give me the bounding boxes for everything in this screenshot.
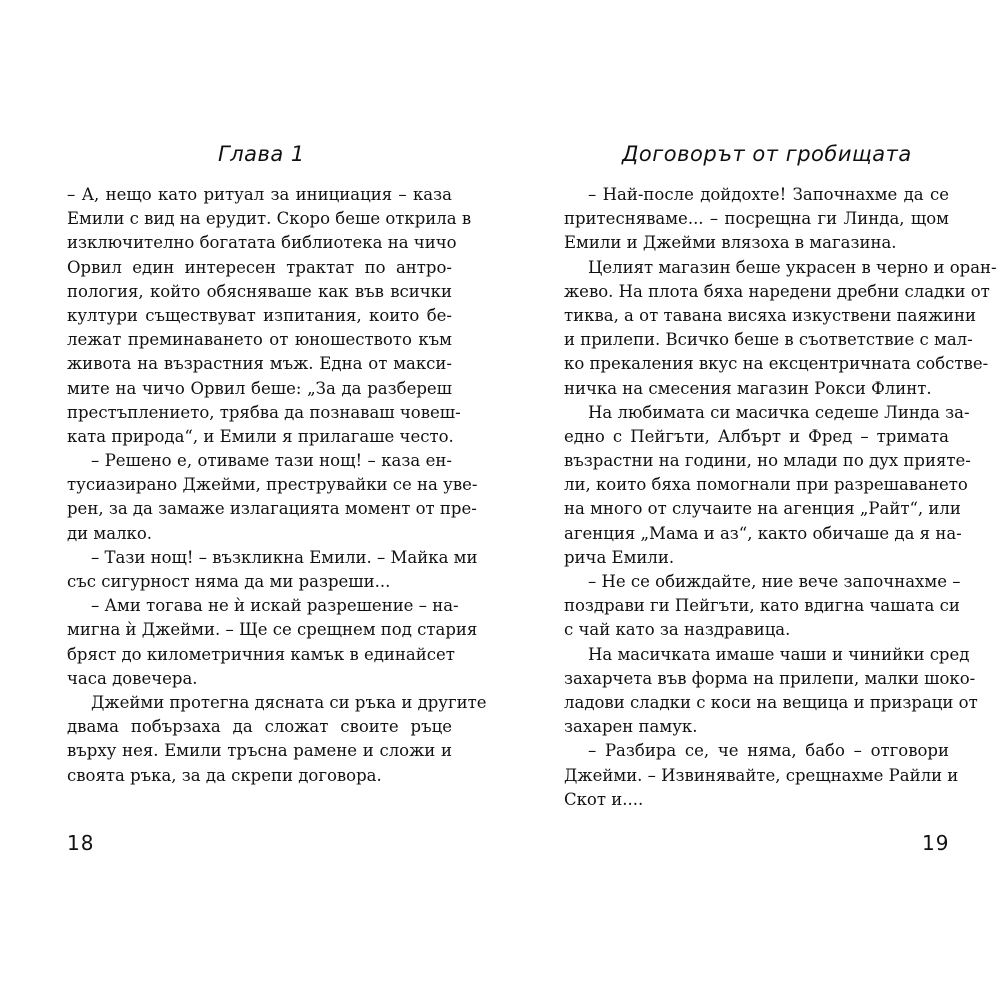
text-line: престъплението, трябва да познаваш човеш-	[67, 402, 461, 422]
text-line: – Разбира се, че няма, бабо – отговори	[588, 741, 949, 761]
text-line: тусиазирано Джейми, преструвайки се на уве-	[67, 475, 478, 495]
text-line: пология, който обясняваше как във всички	[67, 281, 452, 301]
page-number: 18	[67, 831, 95, 855]
text-line: своята ръка, за да скрепи договора.	[67, 765, 382, 785]
text-line: с чай като за наздравица.	[564, 620, 791, 640]
text-line: Целият магазин беше украсен в черно и оран-	[588, 257, 997, 277]
text-line: ката природа“, и Емили я прилагаше често.	[67, 426, 454, 446]
text-line: – Тази нощ! – възкликна Емили. – Майка ми	[91, 547, 478, 567]
text-line: Орвил един интересен трактат по антро-	[67, 257, 452, 277]
text-line: ди малко.	[67, 523, 153, 543]
text-line: поздрави ги Пейгъти, като вдигна чашата си	[564, 596, 960, 616]
text-line: бряст до километричния камък в единайсет	[67, 644, 455, 664]
text-line: възрастни на години, но млади по дух прияте-	[564, 451, 971, 471]
text-line: Емили с вид на ерудит. Скоро беше открила в	[67, 209, 472, 229]
text-line: Джейми протегна дясната си ръка и другите	[91, 692, 487, 712]
right-page-body	[564, 183, 997, 812]
text-line: култури съществуват изпитания, които бе-	[67, 305, 452, 325]
text-line: – Ами тогава не ѝ искай разрешение – на-	[91, 596, 459, 616]
page-number: 19	[922, 831, 950, 855]
right-page	[500, 0, 1000, 1000]
text-line: – Най-после дойдохте! Започнахме да се	[588, 185, 949, 204]
text-line: живота на възрастния мъж. Една от макси-	[67, 354, 452, 374]
text-line: мите на чичо Орвил беше: „За да разбереш	[67, 378, 452, 398]
text-line: – А, нещо като ритуал за инициация – каза	[67, 185, 452, 204]
text-line: едно с Пейгъти, Албърт и Фред – тримата	[564, 426, 949, 446]
text-line: ли, които бяха помогнали при разрешаването	[564, 475, 968, 495]
book-title-header: Договорът от гробищата	[622, 142, 912, 166]
text-line: със сигурност няма да ми разреши...	[67, 572, 391, 591]
text-line: захарчета във форма на прилепи, малки шоко-	[564, 668, 976, 688]
text-line: двама побързаха да сложат своите ръце	[67, 717, 452, 737]
text-line: агенция „Мама и аз“, както обичаше да я на-	[564, 523, 962, 543]
text-line: – Не се обиждайте, ние вече започнахме –	[588, 572, 961, 591]
text-line: Джейми. – Извинявайте, срещнахме Райли и	[564, 765, 959, 785]
text-line: На любимата си масичка седеше Линда за-	[588, 402, 970, 422]
text-line: тиква, а от тавана висяха изкуствени паяжини	[564, 305, 977, 325]
text-line: На масичката имаше чаши и чинийки сред	[588, 644, 970, 664]
text-line: ладови сладки с коси на вещица и призраци от	[564, 692, 978, 712]
text-line: върху нея. Емили тръсна рамене и сложи и	[67, 741, 452, 761]
text-line: рича Емили.	[564, 547, 675, 567]
text-line: рен, за да замаже излагацията момент от пре-	[67, 499, 477, 519]
text-line: лежат преминаването от юношеството към	[67, 330, 452, 350]
text-line: изключително богатата библиотека на чичо	[67, 233, 457, 253]
text-line: Емили и Джейми влязоха в магазина.	[564, 233, 897, 253]
text-line: Скот и....	[564, 789, 644, 809]
text-line: ничка на смесения магазин Рокси Флинт.	[564, 378, 932, 398]
text-line: притесняваме... – посрещна ги Линда, щом	[564, 209, 949, 229]
chapter-header: Глава 1	[218, 142, 305, 166]
text-line: жево. На плота бяха наредени дребни сладки от	[564, 281, 990, 301]
text-line: ко прекаления вкус на ексцентричната собстве-	[564, 354, 989, 374]
text-line: и прилепи. Всичко беше в съответствие с мал-	[564, 330, 973, 350]
left-page-body	[67, 183, 487, 788]
text-line: – Решено е, отиваме тази нощ! – каза ен-	[91, 451, 452, 471]
text-line: на много от случаите на агенция „Райт“, или	[564, 499, 961, 519]
text-line: часа довечера.	[67, 668, 198, 688]
text-line: захарен памук.	[564, 717, 698, 737]
text-line: мигна ѝ Джейми. – Ще се срещнем под стария	[67, 620, 478, 640]
